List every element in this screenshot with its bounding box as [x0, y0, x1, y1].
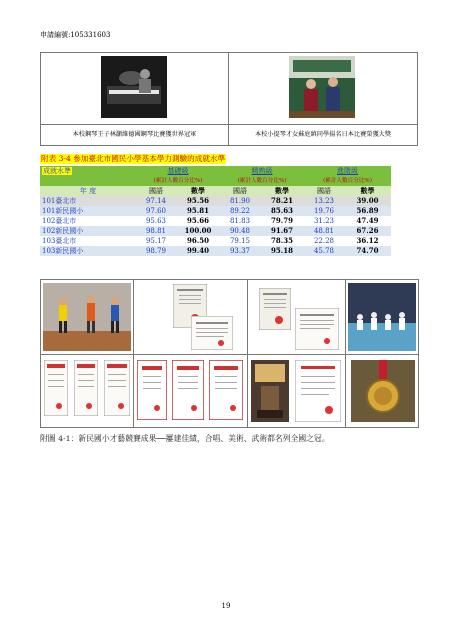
row-label: 102新民國小	[40, 226, 136, 236]
level-basic: 基礎級	[136, 166, 220, 176]
cell-value: 89.22	[220, 206, 260, 216]
cell-value: 79.15	[220, 236, 260, 246]
piano-photo	[101, 56, 167, 118]
cell-value: 78.21	[260, 196, 304, 206]
cell-value: 98.81	[136, 226, 176, 236]
certificate-image	[74, 360, 98, 416]
subject-header: 國語	[304, 186, 344, 196]
cell-value: 95.63	[136, 216, 176, 226]
cell-value: 67.26	[344, 226, 391, 236]
level-proficient: 精熟級	[220, 166, 304, 176]
table-row	[40, 216, 391, 226]
photo-caption-right: 本校小提琴才女蘇庭縝同學揚名日本比賽榮獲大獎	[229, 124, 417, 145]
page-number: 19	[221, 602, 231, 610]
subject-header: 數學	[260, 186, 304, 196]
cell-value: 78.35	[260, 236, 304, 246]
cell-value: 13.23	[304, 196, 344, 206]
certificate-image	[137, 360, 167, 420]
certificate-image	[259, 288, 291, 330]
cell-value: 56.89	[344, 206, 391, 216]
medal-photo	[351, 360, 415, 422]
table-row	[40, 246, 391, 256]
photo-cell-piano	[41, 53, 229, 145]
cell-value: 79.79	[260, 216, 304, 226]
level-advanced-note: (累計人數百分比%)	[304, 176, 391, 186]
cell-value: 81.83	[220, 216, 260, 226]
table-row	[40, 196, 391, 206]
subject-header: 國語	[220, 186, 260, 196]
table-header-levels	[40, 166, 391, 176]
photo-caption-left: 本校鋼琴王子林灝維德國鋼琴比賽獲世界冠軍	[41, 124, 228, 145]
certificate-image	[172, 360, 204, 420]
trophy-photo	[251, 360, 289, 422]
level-advanced: 進階級	[304, 166, 391, 176]
level-basic-note: (累計人數百分比%)	[136, 176, 220, 186]
cell-value: 90.48	[220, 226, 260, 236]
cell-value: 96.50	[176, 236, 220, 246]
photo-cell-violin	[229, 53, 417, 145]
table-row	[40, 226, 391, 236]
level-proficient-note: (累計人數百分比%)	[220, 176, 304, 186]
cell-value: 95.81	[176, 206, 220, 216]
cell-value: 95.66	[176, 216, 220, 226]
figure-caption: 附圖 4-1：新民國小才藝競賽成果──屢建佳績，合唱、美術、武術都名列全國之冠。	[40, 434, 330, 443]
table-row	[40, 236, 391, 246]
table-title: 附表 3-4 參加臺北市國民小學基本學力測驗的成就水準	[41, 154, 226, 163]
cell-value: 45.78	[304, 246, 344, 256]
cell-value: 95.17	[136, 236, 176, 246]
cell-value: 31.23	[304, 216, 344, 226]
martial-arts-photo	[43, 283, 131, 351]
subject-header: 國語	[136, 186, 176, 196]
subject-header: 數學	[176, 186, 220, 196]
photo-table	[40, 52, 418, 146]
cell-value: 97.60	[136, 206, 176, 216]
cell-value: 81.90	[220, 196, 260, 206]
certificate-image	[295, 360, 341, 422]
row-label: 102臺北市	[40, 216, 136, 226]
table-row	[40, 206, 391, 216]
subject-header: 數學	[344, 186, 391, 196]
cell-value: 97.14	[136, 196, 176, 206]
cell-value: 91.67	[260, 226, 304, 236]
martial-arts-team-photo	[348, 283, 416, 351]
table-header-subjects	[40, 186, 391, 196]
certificate-image	[191, 316, 233, 350]
row-label: 101臺北市	[40, 196, 136, 206]
cell-value: 100.00	[176, 226, 220, 236]
cell-value: 74.70	[344, 246, 391, 256]
year-header: 年 度	[40, 186, 136, 196]
certificate-image	[295, 308, 339, 350]
achievement-level-header: 成就水準	[40, 166, 136, 176]
cell-value: 95.56	[176, 196, 220, 206]
row-label: 103新民國小	[40, 246, 136, 256]
achievement-table	[40, 166, 391, 256]
cell-value: 19.76	[304, 206, 344, 216]
cell-value: 99.40	[176, 246, 220, 256]
certificate-image	[104, 360, 130, 416]
row-label: 103臺北市	[40, 236, 136, 246]
cell-value: 22.28	[304, 236, 344, 246]
violin-photo	[289, 56, 355, 118]
cell-value: 98.79	[136, 246, 176, 256]
cell-value: 95.18	[260, 246, 304, 256]
cell-value: 48.81	[304, 226, 344, 236]
table-header-notes	[40, 176, 391, 186]
cell-value: 85.63	[260, 206, 304, 216]
cell-value: 39.00	[344, 196, 391, 206]
certificate-image	[44, 360, 68, 416]
application-number: 申請編號:105331603	[40, 31, 111, 39]
cell-value: 93.37	[220, 246, 260, 256]
achievement-photo-grid	[40, 279, 419, 428]
row-label: 101新民國小	[40, 206, 136, 216]
cell-value: 36.12	[344, 236, 391, 246]
certificate-image	[209, 360, 243, 420]
cell-value: 47.49	[344, 216, 391, 226]
